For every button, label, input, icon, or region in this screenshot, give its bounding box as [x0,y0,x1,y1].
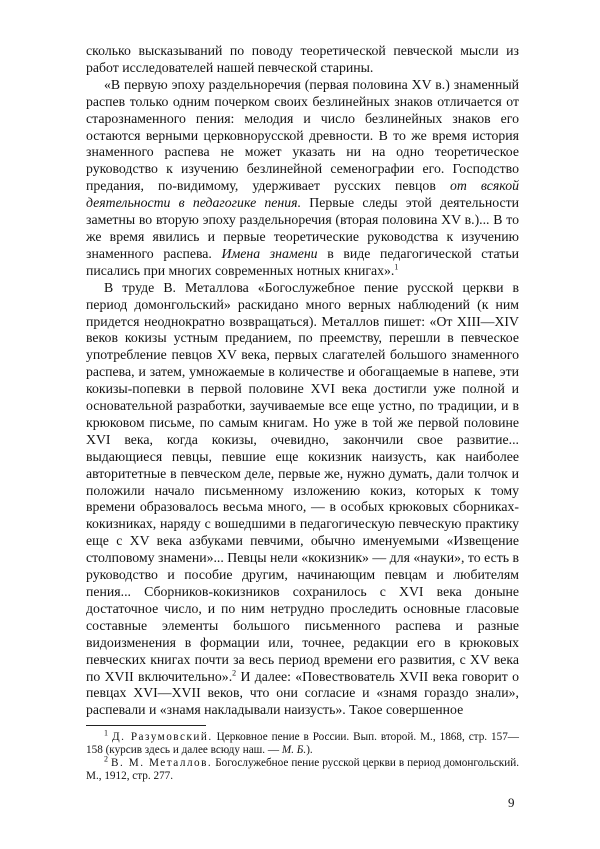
footnote-1-number: 1 [104,728,108,738]
footnote-1 [86,728,519,757]
paragraph-1 [86,43,519,77]
main-text [86,43,519,719]
paragraph-2-italic-1: от всякой деятельности в педагогике пения. [86,178,519,211]
footnote-divider [86,725,206,726]
paragraph-3-text-a: В труде В. Металлова «Богослужебное пение русской церкви в период домонгольский» раскидано много верных наблюдений (к ним придется неоднократно возвращаться). Металлов пишет: «От XIII—XIV веков кокизы устным преданием, по преемству, перешли в певческое употребление певцов XV века, первых слагателей большого знаменного распева, и затем, умножаемые в количестве и обогащаемые в напеве, эти кокизы-попевки в первой половине XVI века достигли уже полной и основательной разработки, заучиваемые все еще устно, по традиции, и в крюковом письме, по самым книгам. Но уже в той же первой половине XVI века, когда кокизы, очевидно, закончили свое развитие... выдающиеся певцы, певшие еще кокизник наизусть, как наиболее авторитетные в певческом деле, первые же, нужно думать, дали толчок и положили начало письменному изложению кокиз, которых к тому времени образовалось весьма много, — в особых крюковых сборниках-кокизниках, наряду с вошедшими в педагогическую певческую практику еще с XV века азбуками певчими, обычно именуемыми «Извещение столповому знамени»... Певцы нели «кокизник» — для «науки», то есть в руководство и пособие другим, начинающим певцам и любителям пения... Сборников-кокизников сохранилось с XVI века доныне достаточное число, и по ним нетрудно проследить основные гласовые составные элементы большого письменного распева и разные видоизменения в формации или, точнее, редакции его в крюковых певческих книгах почти за весь период времени его развития, с XV века по XVII включительно». [86,279,519,684]
page-number: 9 [508,795,515,810]
paragraph-2-italic-2: Имена знамени [221,245,318,261]
paragraph-3-text-b: И далее: «Повествователь XVII века говорит о певцах XVI—XVII веков, что они согласие и «знамя гораздо знали», распевали и «знамя накладывали наизусть». Такое совершенное [86,668,519,718]
footnote-2-author: В. М. Металлов. [111,757,213,770]
page-content [86,43,519,783]
paragraph-2-text-c: в виде педагогической статьи писались при многих современных нотных книгах». [86,245,520,278]
footnote-2-number: 2 [104,754,108,764]
footnote-2-text: Богослужебное пение русской церкви в период домонгольский. М., 1912, стр. 277. [86,757,519,783]
footnote-1-author: Д. Разумовский. [111,731,213,744]
footnote-ref-1: 1 [394,262,399,272]
footnote-1-text-a: Церковное пение в России. Вып. второй. М., 1868, стр. 157—158 (курсив здесь и далее всюду наш. — [86,731,519,757]
footnote-1-text-b: ). [306,744,313,757]
paragraph-2-text-b: Первые следы этой деятельности заметны во вторую эпоху раздельноречия (вторая половина XV в.)... В то же время явились и первые теоретические руководства к изучению знаменного распева. [86,195,519,261]
paragraph-1-text: сколько высказываний по поводу теоретической певческой мысли из работ исследователей нашей певческой старины. [86,43,519,75]
paragraph-2 [86,77,519,280]
paragraph-2-text-a: «В первую эпоху раздельноречия (первая половина XV в.) знаменный распев только одним почерком своих безлинейных знаков отличается от старознаменного пения: мелодия и число безлинейных знаков его остаются верными церковнорусской древности. В то же время история знаменного распева не может указать ни на одно теоретическое руководство к изучению безлинейной семенографии его. Господство предания, по-видимому, удерживает русских певцов [86,76,519,194]
footnote-2 [86,754,519,783]
paragraph-3 [86,280,519,720]
footnote-ref-2: 2 [232,667,237,677]
footnotes [86,728,519,783]
footnote-1-italic: М. Б. [281,744,307,757]
